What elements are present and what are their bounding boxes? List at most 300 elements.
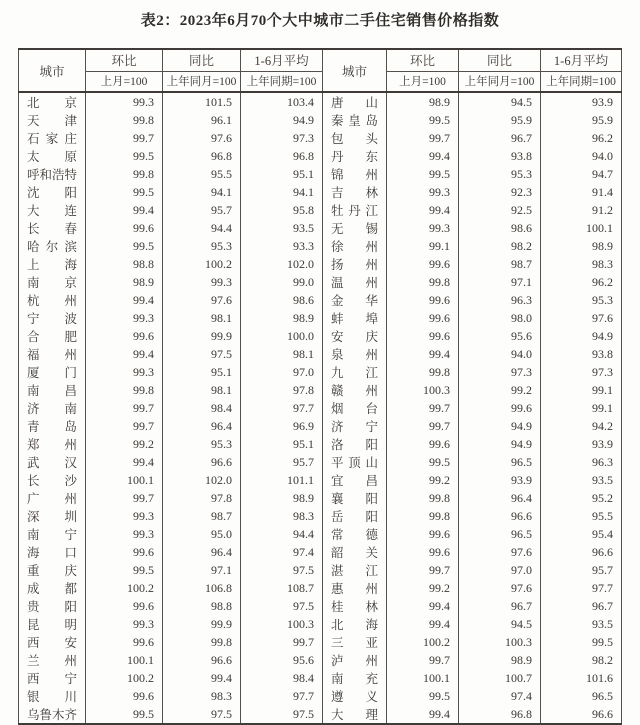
city-name xyxy=(27,615,77,633)
avg-value-left: 98.3 xyxy=(241,507,323,525)
table-row xyxy=(19,489,622,507)
city-name xyxy=(331,381,378,399)
mom-value-right: 99.4 xyxy=(387,615,459,633)
city-cell-right xyxy=(323,273,387,291)
city-cell-left xyxy=(19,111,86,129)
city-char: 和 xyxy=(39,168,53,182)
avg-value-right: 95.7 xyxy=(541,561,622,579)
city-cell-right xyxy=(323,525,387,543)
mom-value-right: 99.6 xyxy=(387,255,459,273)
city-char: 津 xyxy=(64,114,77,128)
avg-value-left: 97.3 xyxy=(241,129,323,147)
city-name xyxy=(27,597,77,615)
yoy-value-left: 96.6 xyxy=(163,651,241,669)
avg-value-right: 95.2 xyxy=(541,489,622,507)
table-row xyxy=(19,435,622,453)
city-char: 大 xyxy=(331,708,344,722)
mom-value-right: 99.7 xyxy=(387,561,459,579)
city-cell-right xyxy=(323,183,387,201)
city-name xyxy=(331,273,378,291)
city-char: 川 xyxy=(64,690,77,704)
yoy-value-left: 99.4 xyxy=(163,669,241,687)
mom-value-right: 99.8 xyxy=(387,507,459,525)
header-avg-base-left: 上年同期=100 xyxy=(241,71,323,92)
yoy-value-left: 98.1 xyxy=(163,381,241,399)
avg-value-right: 100.1 xyxy=(541,219,622,237)
avg-value-left: 100.3 xyxy=(241,615,323,633)
city-cell-left xyxy=(19,237,86,255)
city-char: 合 xyxy=(27,330,40,344)
city-name xyxy=(27,273,77,291)
city-name xyxy=(27,417,77,435)
mom-value-left: 99.3 xyxy=(86,92,163,111)
avg-value-right: 98.3 xyxy=(541,255,622,273)
city-char: 无 xyxy=(331,222,344,236)
mom-value-right: 99.6 xyxy=(387,327,459,345)
mom-value-right: 99.7 xyxy=(387,417,459,435)
city-char: 州 xyxy=(64,492,77,506)
mom-value-right: 99.2 xyxy=(387,471,459,489)
yoy-value-right: 96.8 xyxy=(459,705,541,724)
city-name xyxy=(331,327,378,345)
table-body xyxy=(19,92,622,724)
city-cell-right xyxy=(323,165,387,183)
avg-value-left: 98.6 xyxy=(241,291,323,309)
city-name xyxy=(331,453,378,471)
mom-value-left: 99.8 xyxy=(86,381,163,399)
header-yoy-base-right: 上年同月=100 xyxy=(459,71,541,92)
city-cell-left xyxy=(19,291,86,309)
yoy-value-right: 92.3 xyxy=(459,183,541,201)
avg-value-right: 99.1 xyxy=(541,399,622,417)
city-cell-right xyxy=(323,92,387,111)
city-char: 济 xyxy=(27,402,40,416)
city-char: 京 xyxy=(64,276,77,290)
city-name xyxy=(27,237,77,255)
yoy-value-left: 106.8 xyxy=(163,579,241,597)
yoy-value-left: 98.4 xyxy=(163,399,241,417)
avg-value-left: 97.5 xyxy=(241,705,323,724)
city-char: 南 xyxy=(27,384,40,398)
city-char: 原 xyxy=(64,150,77,164)
city-cell-right xyxy=(323,309,387,327)
mom-value-right: 100.1 xyxy=(387,669,459,687)
city-char: 浩 xyxy=(52,168,65,182)
city-name xyxy=(27,507,77,525)
mom-value-left: 99.6 xyxy=(86,687,163,705)
city-char: 鲁 xyxy=(39,708,53,722)
mom-value-left: 99.6 xyxy=(86,543,163,561)
city-char: 州 xyxy=(64,654,77,668)
mom-value-right: 99.7 xyxy=(387,651,459,669)
city-cell-right xyxy=(323,327,387,345)
yoy-value-left: 96.1 xyxy=(163,111,241,129)
yoy-value-right: 98.2 xyxy=(459,237,541,255)
avg-value-left: 97.8 xyxy=(241,381,323,399)
city-name xyxy=(27,561,77,579)
city-char: 宁 xyxy=(64,528,77,542)
city-cell-left xyxy=(19,543,86,561)
city-name xyxy=(27,345,77,363)
mom-value-left: 99.5 xyxy=(86,147,163,165)
yoy-value-left: 96.8 xyxy=(163,147,241,165)
city-name xyxy=(331,507,378,525)
city-char: 西 xyxy=(27,636,40,650)
mom-value-left: 99.7 xyxy=(86,399,163,417)
yoy-value-right: 96.6 xyxy=(459,507,541,525)
mom-value-right: 99.4 xyxy=(387,201,459,219)
city-char: 吉 xyxy=(331,186,344,200)
city-char: 沈 xyxy=(27,186,40,200)
city-char: 济 xyxy=(331,420,344,434)
city-char: 宁 xyxy=(64,672,77,686)
yoy-value-left: 102.0 xyxy=(163,471,241,489)
avg-value-right: 97.7 xyxy=(541,579,622,597)
header-yoy-base-left: 上年同月=100 xyxy=(163,71,241,92)
city-cell-left xyxy=(19,651,86,669)
yoy-value-left: 97.6 xyxy=(163,129,241,147)
mom-value-right: 99.5 xyxy=(387,111,459,129)
city-name xyxy=(27,669,77,687)
city-name xyxy=(331,651,378,669)
mom-value-left: 99.6 xyxy=(86,633,163,651)
avg-value-left: 94.1 xyxy=(241,183,323,201)
city-char: 平 xyxy=(331,456,344,470)
city-char: 赣 xyxy=(331,384,344,398)
yoy-value-left: 96.6 xyxy=(163,453,241,471)
avg-value-right: 95.5 xyxy=(541,507,622,525)
city-cell-right xyxy=(323,201,387,219)
city-char: 深 xyxy=(27,510,40,524)
mom-value-right: 99.6 xyxy=(387,309,459,327)
city-char: 襄 xyxy=(331,492,344,506)
city-name xyxy=(27,255,77,273)
city-char: 州 xyxy=(365,276,378,290)
city-char: 理 xyxy=(365,708,378,722)
avg-value-right: 93.9 xyxy=(541,435,622,453)
city-char: 石 xyxy=(27,132,40,146)
city-name xyxy=(331,165,378,183)
yoy-value-right: 92.5 xyxy=(459,201,541,219)
city-cell-left xyxy=(19,507,86,525)
city-char: 广 xyxy=(27,492,40,506)
mom-value-right: 100.3 xyxy=(387,381,459,399)
avg-value-right: 95.4 xyxy=(541,525,622,543)
header-yoy-right: 同比 xyxy=(459,49,541,71)
city-char: 昌 xyxy=(365,474,378,488)
city-char: 特 xyxy=(64,168,78,182)
city-char: 京 xyxy=(64,96,77,110)
avg-value-right: 91.2 xyxy=(541,201,622,219)
city-name xyxy=(331,255,378,273)
city-name xyxy=(331,561,378,579)
mom-value-right: 99.2 xyxy=(387,579,459,597)
header-row-2 xyxy=(19,71,622,92)
avg-value-right: 98.2 xyxy=(541,651,622,669)
city-char: 庄 xyxy=(64,132,77,146)
city-name xyxy=(331,705,378,723)
city-char: 庆 xyxy=(64,564,77,578)
table-header xyxy=(19,49,622,92)
header-avg-right: 1-6月平均 xyxy=(541,49,622,71)
avg-value-left: 95.8 xyxy=(241,201,323,219)
city-char: 阳 xyxy=(365,492,378,506)
table-row xyxy=(19,453,622,471)
city-char: 唐 xyxy=(331,96,344,110)
city-name xyxy=(331,219,378,237)
mom-value-right: 99.3 xyxy=(387,183,459,201)
mom-value-right: 99.4 xyxy=(387,345,459,363)
table-row xyxy=(19,615,622,633)
city-char: 福 xyxy=(27,348,40,362)
city-char: 华 xyxy=(365,294,378,308)
city-char: 徐 xyxy=(331,240,344,254)
city-char: 泉 xyxy=(331,348,344,362)
city-cell-left xyxy=(19,597,86,615)
city-cell-right xyxy=(323,489,387,507)
city-char: 林 xyxy=(365,600,378,614)
city-char: 贵 xyxy=(27,600,40,614)
city-cell-right xyxy=(323,381,387,399)
mom-value-left: 99.8 xyxy=(86,165,163,183)
mom-value-right: 99.1 xyxy=(387,237,459,255)
table-row xyxy=(19,471,622,489)
city-cell-right xyxy=(323,597,387,615)
avg-value-left: 98.9 xyxy=(241,309,323,327)
city-cell-left xyxy=(19,489,86,507)
city-char: 海 xyxy=(27,546,40,560)
avg-value-right: 98.9 xyxy=(541,237,622,255)
yoy-value-left: 98.3 xyxy=(163,687,241,705)
table-row xyxy=(19,291,622,309)
city-char: 锦 xyxy=(331,168,344,182)
avg-value-left: 102.0 xyxy=(241,255,323,273)
yoy-value-left: 97.5 xyxy=(163,705,241,724)
city-cell-right xyxy=(323,237,387,255)
avg-value-right: 93.8 xyxy=(541,345,622,363)
yoy-value-left: 98.8 xyxy=(163,597,241,615)
city-name xyxy=(27,291,77,309)
city-cell-left xyxy=(19,219,86,237)
city-char: 三 xyxy=(331,636,344,650)
price-index-table xyxy=(18,48,622,725)
mom-value-right: 99.4 xyxy=(387,147,459,165)
mom-value-left: 99.4 xyxy=(86,291,163,309)
city-name xyxy=(27,111,77,129)
avg-value-left: 97.7 xyxy=(241,399,323,417)
header-mom-base-left: 上月=100 xyxy=(86,71,163,92)
city-name xyxy=(331,345,378,363)
city-name xyxy=(331,615,378,633)
yoy-value-right: 96.7 xyxy=(459,597,541,615)
mom-value-left: 99.3 xyxy=(86,309,163,327)
city-cell-left xyxy=(19,309,86,327)
city-char: 明 xyxy=(64,618,77,632)
table-row xyxy=(19,327,622,345)
city-char: 山 xyxy=(365,456,378,470)
city-cell-right xyxy=(323,417,387,435)
yoy-value-right: 95.3 xyxy=(459,165,541,183)
price-index-table-wrap xyxy=(18,48,622,725)
header-row-1 xyxy=(19,49,622,71)
city-cell-right xyxy=(323,651,387,669)
city-char: 郑 xyxy=(27,438,40,452)
mom-value-left: 99.3 xyxy=(86,615,163,633)
city-char: 安 xyxy=(331,330,344,344)
city-name xyxy=(27,93,77,111)
yoy-value-right: 95.9 xyxy=(459,111,541,129)
city-char: 南 xyxy=(64,402,77,416)
avg-value-left: 101.1 xyxy=(241,471,323,489)
table-row xyxy=(19,237,622,255)
avg-value-left: 98.9 xyxy=(241,489,323,507)
mom-value-left: 99.5 xyxy=(86,237,163,255)
city-cell-left xyxy=(19,669,86,687)
city-cell-right xyxy=(323,255,387,273)
city-name xyxy=(331,579,378,597)
city-char: 州 xyxy=(64,438,77,452)
city-cell-right xyxy=(323,615,387,633)
city-char: 江 xyxy=(365,366,378,380)
city-name xyxy=(27,399,77,417)
yoy-value-right: 98.6 xyxy=(459,219,541,237)
city-cell-left xyxy=(19,471,86,489)
avg-value-right: 101.6 xyxy=(541,669,622,687)
city-char: 齐 xyxy=(64,708,78,722)
avg-value-right: 96.5 xyxy=(541,687,622,705)
city-char: 州 xyxy=(365,654,378,668)
yoy-value-left: 95.3 xyxy=(163,435,241,453)
city-name xyxy=(27,453,77,471)
mom-value-right: 99.7 xyxy=(387,129,459,147)
city-char: 亚 xyxy=(365,636,378,650)
yoy-value-left: 97.5 xyxy=(163,345,241,363)
mom-value-left: 99.7 xyxy=(86,489,163,507)
city-char: 大 xyxy=(27,204,40,218)
city-name xyxy=(331,111,378,129)
city-char: 成 xyxy=(27,582,40,596)
mom-value-left: 98.8 xyxy=(86,255,163,273)
city-name xyxy=(331,417,378,435)
city-cell-right xyxy=(323,507,387,525)
city-cell-right xyxy=(323,579,387,597)
city-char: 州 xyxy=(365,168,378,182)
city-name xyxy=(27,381,77,399)
city-name xyxy=(27,183,77,201)
city-name xyxy=(331,399,378,417)
city-char: 蚌 xyxy=(331,312,344,326)
mom-value-left: 100.2 xyxy=(86,579,163,597)
city-cell-left xyxy=(19,417,86,435)
yoy-value-left: 99.8 xyxy=(163,633,241,651)
avg-value-left: 95.1 xyxy=(241,435,323,453)
table-title: 表2：2023年6月70个大中城市二手住宅销售价格指数 xyxy=(140,13,500,29)
avg-value-right: 93.5 xyxy=(541,615,622,633)
city-char: 北 xyxy=(27,96,40,110)
city-char: 春 xyxy=(64,222,77,236)
table-row xyxy=(19,669,622,687)
city-name xyxy=(27,129,77,147)
mom-value-right: 99.4 xyxy=(387,705,459,724)
city-char: 长 xyxy=(27,222,40,236)
city-char: 上 xyxy=(27,258,40,272)
yoy-value-right: 94.9 xyxy=(459,417,541,435)
mom-value-left: 99.8 xyxy=(86,111,163,129)
city-name xyxy=(331,669,378,687)
city-name xyxy=(331,363,378,381)
table-row xyxy=(19,92,622,111)
avg-value-left: 94.9 xyxy=(241,111,323,129)
avg-value-right: 94.9 xyxy=(541,327,622,345)
city-char: 岛 xyxy=(365,114,378,128)
table-row xyxy=(19,651,622,669)
avg-value-left: 98.1 xyxy=(241,345,323,363)
city-char: 岛 xyxy=(64,420,77,434)
city-cell-left xyxy=(19,705,86,724)
city-cell-left xyxy=(19,579,86,597)
city-cell-left xyxy=(19,687,86,705)
yoy-value-left: 97.8 xyxy=(163,489,241,507)
city-char: 波 xyxy=(64,312,77,326)
city-cell-right xyxy=(323,399,387,417)
yoy-value-right: 99.6 xyxy=(459,399,541,417)
city-char: 秦 xyxy=(331,114,344,128)
city-name xyxy=(27,363,77,381)
city-char: 九 xyxy=(331,366,344,380)
city-char: 宜 xyxy=(331,474,344,488)
table-row xyxy=(19,597,622,615)
city-name xyxy=(331,129,378,147)
city-char: 德 xyxy=(365,528,378,542)
city-cell-left xyxy=(19,453,86,471)
city-char: 门 xyxy=(64,366,77,380)
city-cell-left xyxy=(19,381,86,399)
avg-value-right: 96.2 xyxy=(541,129,622,147)
yoy-value-right: 100.7 xyxy=(459,669,541,687)
yoy-value-left: 97.1 xyxy=(163,561,241,579)
city-char: 银 xyxy=(27,690,40,704)
mom-value-left: 99.2 xyxy=(86,435,163,453)
mom-value-right: 99.7 xyxy=(387,399,459,417)
city-char: 烟 xyxy=(331,402,344,416)
city-char: 台 xyxy=(365,402,378,416)
city-name xyxy=(27,633,77,651)
city-cell-right xyxy=(323,435,387,453)
city-char: 肥 xyxy=(64,330,77,344)
mom-value-right: 99.3 xyxy=(387,219,459,237)
city-char: 宁 xyxy=(27,312,40,326)
yoy-value-right: 95.6 xyxy=(459,327,541,345)
table-row xyxy=(19,165,622,183)
yoy-value-right: 98.7 xyxy=(459,255,541,273)
yoy-value-right: 98.9 xyxy=(459,651,541,669)
avg-value-left: 93.3 xyxy=(241,237,323,255)
city-name xyxy=(331,435,378,453)
table-row xyxy=(19,507,622,525)
table-row xyxy=(19,147,622,165)
city-char: 呼 xyxy=(27,168,40,182)
city-char: 圳 xyxy=(64,510,77,524)
mom-value-left: 100.2 xyxy=(86,669,163,687)
mom-value-left: 99.5 xyxy=(86,183,163,201)
city-cell-right xyxy=(323,453,387,471)
yoy-value-right: 99.2 xyxy=(459,381,541,399)
avg-value-left: 97.5 xyxy=(241,597,323,615)
avg-value-right: 97.6 xyxy=(541,309,622,327)
mom-value-left: 99.7 xyxy=(86,417,163,435)
avg-value-right: 96.7 xyxy=(541,597,622,615)
yoy-value-right: 97.1 xyxy=(459,273,541,291)
